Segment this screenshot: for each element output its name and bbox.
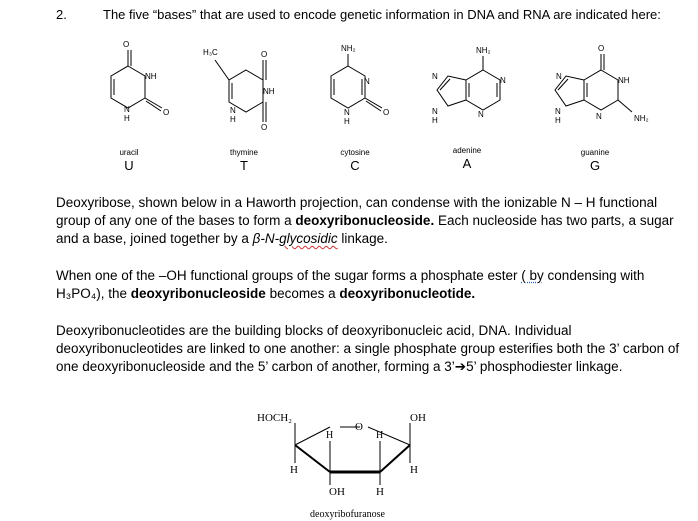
adenine-n-right: N bbox=[500, 76, 506, 85]
sugar-caption: deoxyribofuranose bbox=[310, 509, 385, 520]
sugar-h-c2-up: H bbox=[376, 430, 384, 441]
thymine-h: H bbox=[230, 115, 236, 124]
uracil-nh: NH bbox=[145, 72, 157, 81]
adenine-n-bottom: N bbox=[478, 110, 484, 119]
adenine-nh2: NH₂ bbox=[476, 46, 491, 55]
p1-text2: Each nucleoside has two parts, a sugar and a base, joined together by a bbox=[56, 213, 674, 246]
sugar-oh-c1: OH bbox=[410, 412, 426, 424]
adenine-h: H bbox=[432, 116, 438, 125]
p2-by: ( by bbox=[521, 268, 544, 283]
guanine-nh2: NH₂ bbox=[634, 114, 649, 123]
cytosine-n: N bbox=[344, 108, 350, 117]
paragraph-deoxyribose bbox=[56, 194, 686, 248]
base-name-uracil: uracil bbox=[119, 148, 139, 157]
p1-text3: linkage. bbox=[337, 231, 388, 246]
p1-glycosidic: glycosidic bbox=[279, 231, 338, 246]
adenine-n-left: N bbox=[432, 107, 438, 116]
sugar-hoch2: HOCH₂ bbox=[257, 412, 293, 424]
base-letter-uracil: U bbox=[124, 158, 134, 173]
guanine-n-bottom: N bbox=[596, 112, 602, 121]
sugar-h-c2-down: H bbox=[376, 486, 384, 498]
paragraph-phosphate bbox=[56, 267, 686, 303]
sugar-h-c3-up: H bbox=[326, 430, 334, 441]
guanine-h: H bbox=[555, 116, 561, 125]
intro-text: The five “bases” that are used to encode genetic information in DNA and RNA are indicated here: bbox=[103, 7, 661, 22]
p2-text1: When one of the –OH functional groups of the sugar forms a phosphate ester bbox=[56, 268, 522, 283]
paragraph-dna: Deoxyribonucleotides are the building blocks of deoxyribonucleic acid, DNA. Individual deoxyribonucleotides are linked to one another: a single phosphate group esterifies both the 3’ carbon of one deoxyribonucleoside and the 5’ carbon of another, forming a 3’➔5’ phosphodiester linkage. bbox=[56, 323, 680, 374]
p1-text1: Deoxyribose, shown below in a Haworth projection, can condense with the ionizable N – H functional group of any one of the bases to form a bbox=[56, 195, 658, 228]
thymine-o-bottom: O bbox=[261, 123, 268, 132]
question-number: 2. bbox=[56, 7, 67, 22]
p2-text3: becomes a bbox=[265, 286, 340, 301]
cytosine-structure bbox=[331, 54, 382, 111]
base-name-guanine: guanine bbox=[580, 148, 610, 157]
uracil-n: N bbox=[124, 105, 130, 114]
sugar-ring-o: O bbox=[355, 421, 363, 433]
p2-bold-nucleotide: deoxyribonucleotide. bbox=[339, 286, 476, 301]
thymine-n: N bbox=[230, 106, 236, 115]
base-letter-guanine: G bbox=[589, 158, 601, 173]
uracil-o-right: O bbox=[163, 108, 170, 117]
base-letter-cytosine: C bbox=[350, 158, 360, 173]
thymine-h3c: H₃C bbox=[203, 48, 218, 57]
cytosine-n-right: N bbox=[364, 77, 370, 86]
base-letter-thymine: T bbox=[240, 158, 248, 173]
p2-text2: condensing with H₃PO₄), the bbox=[56, 268, 645, 301]
uracil-h: H bbox=[124, 114, 130, 123]
thymine-structure bbox=[215, 60, 266, 122]
base-name-adenine: adenine bbox=[452, 146, 482, 155]
thymine-nh: NH bbox=[263, 87, 275, 96]
base-name-thymine: thymine bbox=[229, 148, 258, 157]
p1-bold-nucleoside: deoxyribonucleoside. bbox=[295, 213, 435, 228]
base-letter-adenine: A bbox=[462, 156, 472, 171]
guanine-o: O bbox=[598, 44, 605, 53]
cytosine-o: O bbox=[383, 108, 390, 117]
base-name-cytosine: cytosine bbox=[340, 148, 370, 157]
adenine-n-left-top: N bbox=[432, 72, 438, 81]
thymine-o-top: O bbox=[261, 50, 268, 59]
bases-structures-diagram bbox=[0, 0, 698, 150]
guanine-n-left: N bbox=[555, 107, 561, 116]
guanine-nh: NH bbox=[618, 76, 630, 85]
uracil-o-top: O bbox=[123, 40, 130, 49]
cytosine-nh2: NH₂ bbox=[341, 44, 356, 53]
sugar-oh-c3: OH bbox=[329, 486, 345, 498]
guanine-n-left-top: N bbox=[556, 72, 562, 81]
p2-bold-nucleoside: deoxyribonucleoside bbox=[130, 286, 266, 301]
p1-italic-beta: β-N- bbox=[252, 231, 280, 246]
sugar-h-c4: H bbox=[290, 464, 298, 476]
adenine-structure bbox=[437, 56, 500, 110]
cytosine-h: H bbox=[344, 117, 350, 126]
sugar-h-c1: H bbox=[410, 464, 418, 476]
